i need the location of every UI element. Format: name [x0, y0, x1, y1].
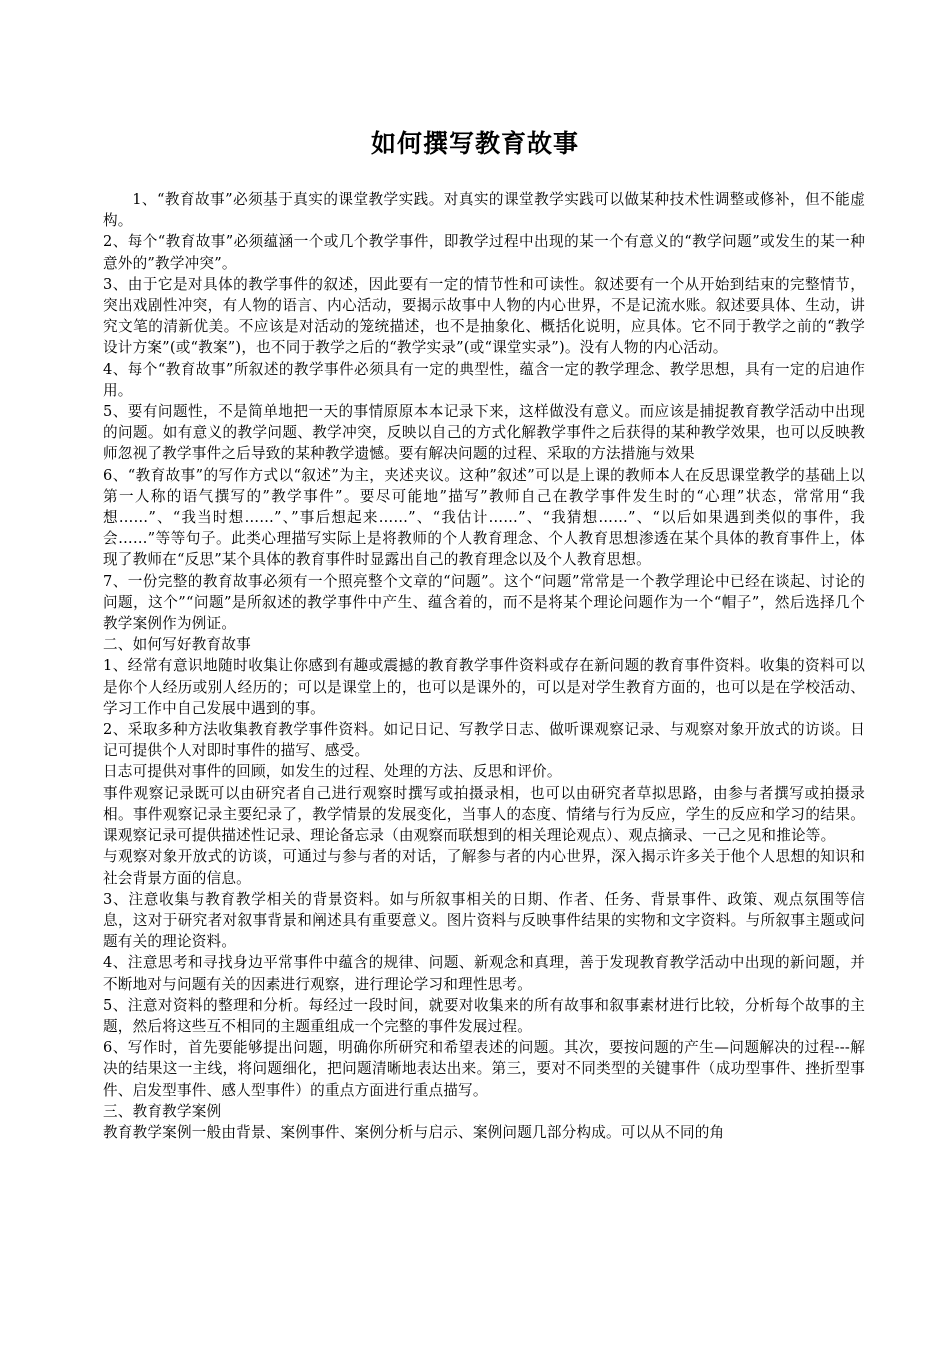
paragraph-2: 2、每个“教育故事”必须蕴涵一个或几个教学事件，即教学过程中出现的某一个有意义的“教学问题”或发生的某一种意外的”教学冲突”。	[103, 233, 865, 272]
section-heading-3: 三、教育教学案例	[103, 1102, 222, 1120]
paragraph-6: 6、“教育故事”的写作方式以“叙述”为主，夹述夹议。这种”叙述”可以是上课的教师本人在反思课堂教学的基础上以第一人称的语气撰写的”教学事件”。要尽可能地”描写”教师自己在教学事件发生时的“心理”状态，常常用“我想……”、“我当时想……”、”事后想起来……”、“我估计……”、“我猜想……”、“以后如果遇到类似的事件，我会……”等等句子。此类心理描写实际上是将教师的个人教育理念、个人教育思想渗透在某个具体的教育事件上，体现了教师在“反思”某个具体的教育事件时显露出自己的教育理念以及个人教育思想。	[103, 466, 865, 569]
paragraph-17: 教育教学案例一般由背景、案例事件、案例分析与启示、案例问题几部分构成。可以从不同的角	[103, 1123, 725, 1141]
paragraph-8: 1、经常有意识地随时收集让你感到有趣或震撼的教育教学事件资料或存在新问题的教育事件资料。收集的资料可以是你个人经历或别人经历的；可以是课堂上的，也可以是课外的，可以是对学生教育方面的，也可以是在学校活动、学习工作中自己发展中遇到的事。	[103, 657, 865, 717]
paragraph-7: 7、一份完整的教育故事必须有一个照亮整个文章的“问题”。这个“问题”常常是一个教学理论中已经在谈起、讨论的问题，这个”“问题”是所叙述的教学事件中产生、蕴含着的，而不是将某个理论问题作为一个“帽子”，然后选择几个教学案例作为例证。	[103, 572, 865, 633]
paragraph-11: 事件观察记录既可以由研究者自己进行观察时撰写或拍摄录相，也可以由研究者草拟思路，由参与者撰写或拍摄录相。事件观察记录主要纪录了，教学情景的发展变化，当事人的态度、情绪与行为反应，学生的反应和学习的结果。课观察记录可提供描述性记录、理论备忘录（由观察而联想到的相关理论观点）、观点摘录、一己之见和推论等。	[103, 784, 865, 845]
section-heading-2: 二、如何写好教育故事	[103, 636, 251, 654]
paragraph-12: 与观察对象开放式的访谈，可通过与参与者的对话，了解参与者的内心世界，深入揭示许多关于他个人思想的知识和社会背景方面的信息。	[103, 848, 865, 887]
paragraph-15: 5、注意对资料的整理和分析。每经过一段时间，就要对收集来的所有故事和叙事素材进行比较，分析每个故事的主题，然后将这些互不相同的主题重组成一个完整的事件发展过程。	[103, 996, 865, 1035]
paragraph-9: 2、采取多种方法收集教育教学事件资料。如记日记、写教学日志、做听课观察记录、与观察对象开放式的访谈。日记可提供个人对即时事件的描写、感受。	[103, 721, 865, 760]
paragraph-14: 4、注意思考和寻找身边平常事件中蕴含的规律、问题、新观念和真理，善于发现教育教学活动中出现的新问题，并不断地对与问题有关的因素进行观察，进行理论学习和理性思考。	[103, 954, 865, 993]
document-title: 如何撰写教育故事	[370, 129, 579, 158]
document-body	[103, 189, 865, 1143]
paragraph-16: 6、写作时，首先要能够提出问题，明确你所研究和希望表述的问题。其次，要按问题的产生—问题解决的过程---解决的结果这一主线，将问题细化，把问题清晰地表达出来。第三，要对不同类型的关键事件（成功型事件、挫折型事件、启发型事件、感人型事件）的重点方面进行重点描写。	[103, 1039, 865, 1099]
paragraph-1: 1、“教育故事”必须基于真实的课堂教学实践。对真实的课堂教学实践可以做某种技术性调整或修补，但不能虚构。	[103, 191, 865, 230]
paragraph-13: 3、注意收集与教育教学相关的背景资料。如与所叙事相关的日期、作者、任务、背景事件、政策、观点氛围等信息，这对于研究者对叙事背景和阐述具有重要意义。图片资料与反映事件结果的实物和文字资料。与所叙事主题或问题有关的理论资料。	[103, 890, 865, 951]
paragraph-5: 5、要有问题性，不是简单地把一天的事情原原本本记录下来，这样做没有意义。而应该是捕捉教育教学活动中出现的问题。如有意义的教学问题、教学冲突，反映以自己的方式化解教学事件之后获得的某种教学效果，也可以反映教师忽视了教学事件之后导致的某种教学遗憾。要有解决问题的过程、采取的方法措施与效果	[103, 403, 865, 463]
paragraph-10: 日志可提供对事件的回顾，如发生的过程、处理的方法、反思和评价。	[103, 763, 562, 781]
paragraph-4: 4、每个“教育故事”所叙述的教学事件必须具有一定的典型性，蕴含一定的教学理念、教学思想，具有一定的启迪作用。	[103, 360, 865, 399]
paragraph-3: 3、由于它是对具体的教学事件的叙述，因此要有一定的情节性和可读性。叙述要有一个从开始到结束的完整情节，突出戏剧性冲突，有人物的语言、内心活动，要揭示故事中人物的内心世界，不是记流水账。叙述要具体、生动，讲究文笔的清新优美。不应该是对活动的笼统描述，也不是抽象化、概括化说明，应具体。它不同于教学之前的“教学设计方案”(或“教案”)，也不同于教学之后的“教学实录”(或“课堂实录”)。没有人物的内心活动。	[103, 275, 865, 357]
